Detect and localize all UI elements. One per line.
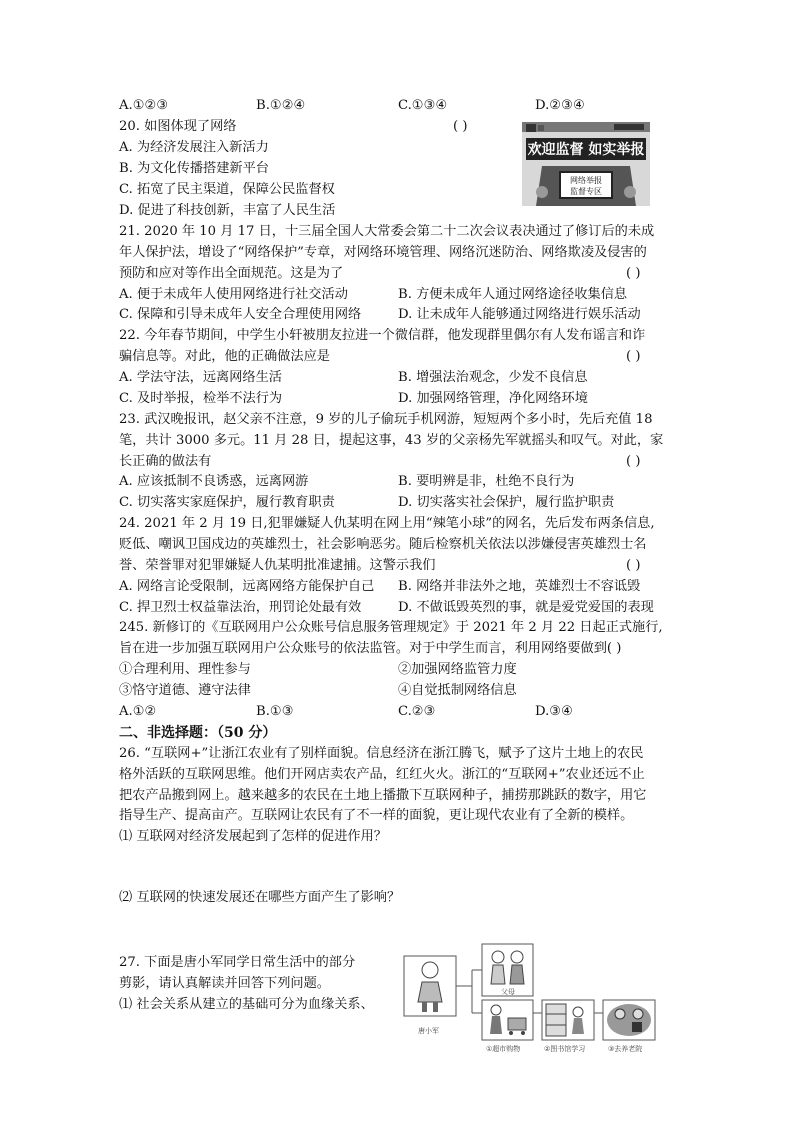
- q26-line-2: 格外活跃的互联网思维。他们开网店卖农产品，红红火火。浙江的“互联网+”农业还远不止: [119, 767, 645, 782]
- svg-text:网络举报: 网络举报: [570, 176, 602, 185]
- q21-option-c: C. 保障和引导未成年人安全合理使用网络: [119, 307, 362, 322]
- q25-option-a: A.①②: [119, 704, 157, 719]
- section-heading: 二、非选择题：（50 分）: [119, 725, 277, 741]
- q20-photo: [522, 122, 650, 206]
- q23-option-c: C. 切实落实家庭保护，履行教育职责: [119, 495, 335, 510]
- q22-line-2: 骗信息等。对此，他的正确做法应是: [119, 349, 330, 364]
- q19-option-a: A.①②③: [119, 98, 169, 113]
- q20-option-c: C. 拓宽了民主渠道，保障公民监督权: [119, 182, 335, 197]
- q24-option-d: D. 不做诋毁英烈的事，就是爱党爱国的表现: [398, 600, 654, 615]
- q26-sub-question-2: ⑵ 互联网的快速发展还在哪些方面产生了影响？: [119, 890, 401, 905]
- q21-option-b: B. 方便未成年人通过网络途径收集信息: [398, 287, 628, 302]
- photo-banner-text: 欢迎监督 如实举报: [527, 142, 645, 158]
- q25-item-4: ④自觉抵制网络信息: [398, 683, 517, 698]
- q22-option-d: D. 加强网络管理，净化网络环境: [398, 391, 588, 406]
- q19-option-b: B.①②④: [256, 98, 306, 113]
- caption-library: ②图书馆学习: [544, 1045, 586, 1053]
- caption-shopping: ①超市购物: [486, 1045, 521, 1053]
- q23-line-3: 长正确的做法有: [119, 454, 212, 469]
- q24-option-b: B. 网络并非法外之地，英雄烈士不容诋毁: [398, 579, 641, 594]
- q22-line-1: 22. 今年春节期间，中学生小轩被朋友拉进一个微信群，他发现群里偶尔有人发布谣言和诈: [119, 328, 646, 343]
- q23-answer-paren: ( ): [626, 454, 641, 469]
- q25-item-1: ①合理利用、理性参与: [119, 662, 251, 677]
- q23-option-b: B. 要明辨是非，杜绝不良行为: [398, 474, 575, 489]
- q25-line-2: 旨在进一步加强互联网用户公众账号的依法监管。对于中学生而言，利用网络要做到( ): [119, 641, 622, 656]
- q25-option-d: D.③④: [535, 704, 573, 719]
- q24-option-c: C. 捍卫烈士权益靠法治，刑罚论处最有效: [119, 600, 362, 615]
- q22-option-c: C. 及时举报，检举不法行为: [119, 391, 283, 406]
- q19-option-d: D.②③④: [535, 98, 585, 113]
- q23-option-a: A. 应该抵制不良诱惑，远离网游: [119, 474, 309, 489]
- q26-line-3: 把农产品搬到网上。越来越多的农民在土地上播撒下互联网种子，捕捞那跳跃的数字，用它: [119, 788, 647, 803]
- caption-parents: 父母: [501, 988, 515, 996]
- q21-option-d: D. 让未成年人能够通过网络进行娱乐活动: [398, 307, 641, 322]
- q21-line-3: 预防和应对等作出全面规范。这是为了: [119, 266, 344, 281]
- q21-line-1: 21. 2020 年 10 月 17 日，十三届全国人大常委会第二十二次会议表决通过了修订后的未成: [119, 224, 655, 239]
- q20-option-a: A. 为经济发展注入新活力: [119, 140, 269, 155]
- q27-line-2: 剪影，请认真解读并回答下列问题。: [119, 976, 330, 991]
- svg-text:监督专区: 监督专区: [570, 187, 602, 196]
- report-supervision-photo: [522, 122, 650, 206]
- caption-student: 唐小军: [418, 1027, 439, 1035]
- q20-stem: 20. 如图体现了网络: [119, 119, 237, 134]
- q20-option-d: D. 促进了科技创新，丰富了人民生活: [119, 203, 336, 218]
- q27-line-3: ⑴ 社会关系从建立的基础可分为血缘关系、: [119, 997, 374, 1012]
- q24-option-a: A. 网络言论受限制，远离网络方能保护自己: [119, 579, 375, 594]
- q21-option-a: A. 便于未成年人使用网络进行社交活动: [119, 287, 348, 302]
- q26-line-4: 指导生产、提高亩产。互联网让农民有了不一样的面貌，更让现代农业有了全新的模样。: [119, 808, 634, 823]
- q24-line-1: 24. 2021 年 2 月 19 日,犯罪嫌疑人仇某明在网上用“辣笔小球”的网名，先后发布两条信息,: [119, 516, 655, 531]
- q20-answer-paren: ( ): [453, 119, 468, 134]
- q23-line-1: 23. 武汉晚报讯，赵父亲不注意，9 岁的儿子偷玩手机网游，短短两个多小时，先后充值 18: [119, 412, 653, 427]
- q23-option-d: D. 切实落实社会保护，履行监护职责: [398, 495, 615, 510]
- q22-option-a: A. 学法守法，远离网络生活: [119, 370, 282, 385]
- q25-line-1: 245. 新修订的《互联网用户公众账号信息服务管理规定》于 2021 年 2 月 22 日起正式施行,: [119, 620, 663, 635]
- q24-line-3: 誉、荣誉罪对犯罪嫌疑人仇某明批准逮捕。这警示我们: [119, 558, 436, 573]
- q25-option-c: C.②③: [398, 704, 436, 719]
- q21-answer-paren: ( ): [626, 266, 641, 281]
- q22-option-b: B. 增强法治观念，少发不良信息: [398, 370, 588, 385]
- q26-sub-question-1: ⑴ 互联网对经济发展起到了怎样的促进作用？: [119, 829, 387, 844]
- caption-elderly-home: ③去养老院: [608, 1045, 643, 1053]
- q24-answer-paren: ( ): [626, 558, 641, 573]
- q25-item-2: ②加强网络监管力度: [398, 662, 517, 677]
- q23-line-2: 笔，共计 3000 多元。11 月 28 日，提起这事，43 岁的父亲杨先军就摇头和叹气。对此，家: [119, 433, 664, 448]
- q27-life-figure: [400, 940, 675, 1062]
- q27-line-1: 27. 下面是唐小军同学日常生活中的部分: [119, 955, 356, 970]
- q24-line-2: 贬低、嘲讽卫国戍边的英雄烈士，社会影响恶劣。随后检察机关依法以涉嫌侵害英雄烈士名: [119, 537, 647, 552]
- q20-option-b: B. 为文化传播搭建新平台: [119, 161, 269, 176]
- q25-option-b: B.①③: [256, 704, 294, 719]
- q26-line-1: 26. “互联网+”让浙江农业有了别样面貌。信息经济在浙江腾飞，赋予了这片土地上的农民: [119, 746, 644, 761]
- q25-item-3: ③恪守道德、遵守法律: [119, 683, 251, 698]
- q21-line-2: 年人保护法，增设了“网络保护”专章，对网络环境管理、网络沉迷防治、网络欺凌及侵害的: [119, 245, 647, 260]
- q19-option-c: C.①③④: [398, 98, 448, 113]
- q22-answer-paren: ( ): [626, 349, 641, 364]
